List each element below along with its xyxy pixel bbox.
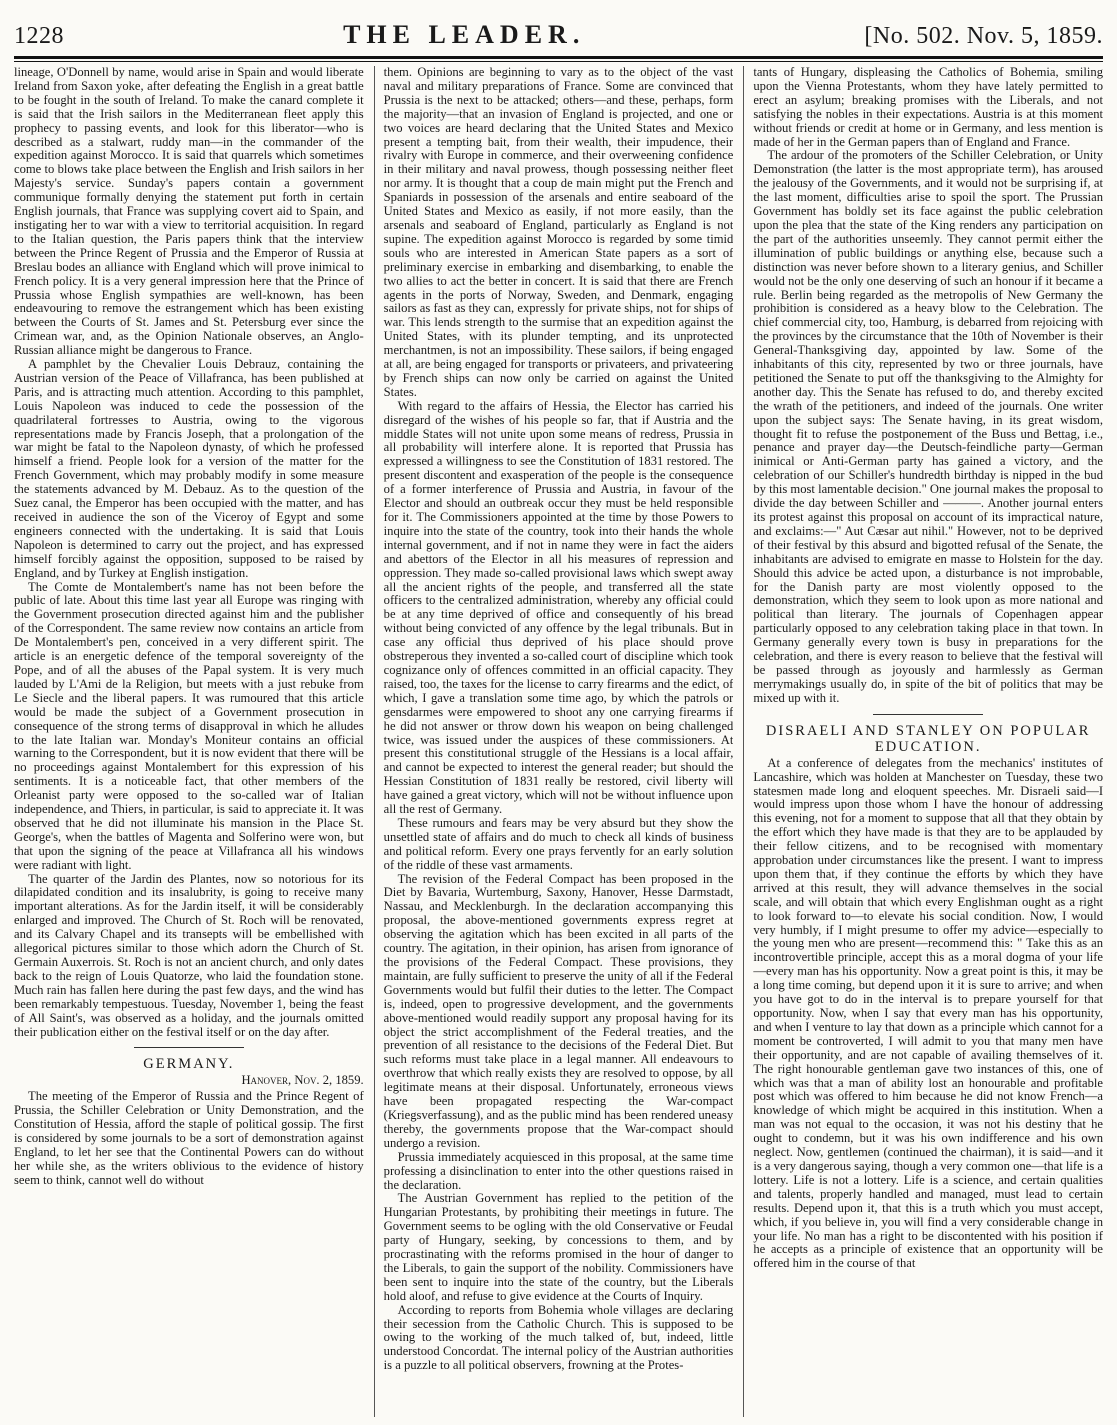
paragraph: The Comte de Montalembert's name has not been before the public of late. About this time last year all Europe was ringing with the Government prosecution directed against him and the publisher of the Correspondent. The same review now contains an article from De Montalembert's pen, conceived in a very different spirit. The article is an energetic defence of the temporal sovereignty of the Pope, and of all the abuses of the Papal system. It is very much lauded by L'Ami de la Religion, but meets with a just rebuke from Le Siecle and the liberal papers. It was rumoured that this article would be made the subject of a Government prosecution in consequence of the strong terms of disapproval in which he alludes to the late Italian war. Monday's Moniteur contains an official warning to the Correspondent, but it is now evident that there will be no proceedings against Montalembert for this expression of his sentiments. It is a noticeable fact, that other members of the Orleanist party were opposed to the so-called war of Italian independence, and Thiers, in particular, is said to appreciate it. It was observed that he did not illuminate his mansion in the Place St. George's, when the battles of Magenta and Solferino were won, but that upon the signing of the peace at Villafranca all his windows were radiant with light. <box>14 579 364 872</box>
paragraph: lineage, O'Donnell by name, would arise in Spain and would liberate Ireland from Saxon yoke, after defeating the English in a great battle to be fought in the south of Ireland. To make the canard complete it is said that the Irish sailors in the Mediterranean fleet apply this prophecy to passing events, and look for this liberator—who is described as a stalwart, ruddy man—in the commander of the expedition against Morocco. It is said that quarrels which sometimes come to blows take place between the English and Irish sailors in her Majesty's service. Sunday's papers contain a government communique formally denying the statement put forth in certain English journals, that France was supplying covert aid to Spain, and instigating her to war with a view to territorial acquisition. In regard to the Italian question, the Paris papers think that the interview between the Prince Regent of Prussia and the Emperor of Russia at Breslau bodes an alliance with England which will prove inimical to French policy. It is a very general impression here that the Prince of Prussia whose English sympathies are well-known, has been endeavouring to remove the estrangement which has been existing between the Courts of St. James and St. Petersburg ever since the Crimean war, and, as the Opinion Nationale observes, an Anglo-Russian alliance might be dangerous to France. <box>14 66 364 358</box>
paragraph: The Austrian Government has replied to the petition of the Hungarian Protestants, by prohibiting their meetings in future. The Government seems to be ogling with the old Conservative or Feudal party of Hungary, seeking, by concessions to them, and by procrastinating with the reforms promised in the hour of danger to the Liberals, to gain the support of the nobility. Commissioners have been sent to inquire into the state of the country, but the Liberals hold aloof, and refuse to give evidence at the Courts of Inquiry. <box>383 1191 734 1303</box>
newspaper-title: THE LEADER. <box>343 20 586 49</box>
paragraph: The revision of the Federal Compact has been proposed in the Diet by Bavaria, Wurtemburg, Saxony, Hanover, Hesse Darmstadt, Nassau, and Mecklenburgh. In the declaration accompanying this proposal, the above-mentioned governments express regret at observing the agitation which has been excited in all parts of the country. The agitation, in their opinion, has arisen from ignorance of the provisions of the Federal Compact. These provisions, they maintain, are fully sufficient to preserve the unity of all if the Federal Governments would but fulfil their duties to the letter. The Compact is, indeed, open to progressive development, and the governments above-mentioned would readily support any proposal having for its object the strict accomplishment of the Federal treaties, and the prevention of all resistance to the decisions of the Federal Diet. But such reforms must take place in a legal manner. All endeavours to overthrow that which really exists they are resolved to oppose, by all legitimate means at their disposal. Unfortunately, erroneous views have been propagated respecting the War-compact (Kriegsverfassung), and as the public mind has been rendered uneasy thereby, the governments propose that the War-compact should undergo a revision. <box>383 871 734 1150</box>
paragraph: These rumours and fears may be very absurd but they show the unsettled state of affairs and do much to check all kinds of business and political reform. Every one prays fervently for an early solution of the riddle of these vast armaments. <box>383 815 734 872</box>
column-1 <box>14 66 364 1417</box>
masthead-rule-thick <box>14 56 1103 59</box>
section-heading-germany: GERMANY. <box>143 1056 235 1073</box>
column-2 <box>374 66 734 1417</box>
masthead <box>14 14 1103 50</box>
issue-date <box>864 23 1103 50</box>
paragraph: The ardour of the promoters of the Schiller Celebration, or Unity Demonstration (the latter is the most appropriate term), has aroused the jealousy of the Governments, and it would not be surprising if, at the last moment, difficulties arise to spoil the sport. The Prussian Government has boldly set its face against the public celebration upon the plea that the state of the King renders any participation on the part of the authorities unseemly. They cannot permit either the illumination of public buildings or anything else, because such a distinction was never before shown to a literary genius, and Schiller would not be the only one deserving of such an honour if it became a rule. Berlin being regarded as the metropolis of New Germany the prohibition is considered as a heavy blow to the Celebration. The chief commercial city, too, Hamburg, is debarred from rejoicing with the provinces by the circumstance that the 10th of November is their General-Thanksgiving day, appointed by law. Some of the inhabitants of this city, represented by two or three journals, have petitioned the Senate to put off the thanksgiving to the Almighty for another day. This the Senate has refused to do, and thereby excited the wrath of the petitioners, and indeed of the journals. One writer upon the subject says: The Senate having, in its great wisdom, thought fit to refuse the postponement of the Buss und Bettag, i.e., penance and prayer day—the Deutsch-feindliche party—German inimical or Anti-German party has gained a victory, and the celebration of our Schiller's hundredth birthday is nipped in the bud by this most lamentable decision." One journal makes the proposal to divide the day between Schiller and ———. Another journal enters its protest against this proposal on account of its impractical nature, and exclaims:—" Aut Cæsar aut nihil." However, not to be deprived of their festival by this absurd and bigotted refusal of the Senate, the inhabitants are advised to emigrate en masse to Holstein for the day. Should this advice be acted upon, a disturbance is not improbable, for the Danish party are most violently opposed to the demonstration, which they seem to look upon as more national and political than literary. The journals of Copenhagen appear particularly opposed to any celebration taking place in that town. In Germany generally every town is busy in preparations for the celebration, and there is every reason to believe that the festival will be passed through as joyously and harmlessly as German merrymakings usually do, in spite of the bit of politics that may be mixed up with it. <box>753 148 1104 705</box>
masthead-rule-thin <box>14 61 1103 62</box>
paragraph: A pamphlet by the Chevalier Louis Debrauz, containing the Austrian version of the Peace of Villafranca, has been published at Paris, and is attracting much attention. According to this pamphlet, Louis Napoleon was induced to cede the possession of the quadrilateral fortresses to Austria, owing to the vigorous representations made by Francis Joseph, that a prolongation of the war might be fatal to the Napoleon dynasty, of which he professed himself a friend. People look for a version of the matter for the French Government, which may probably modify in some measure the statements advanced by M. Debauz. As to the question of the Suez canal, the Emperor has been occupied with the matter, and has received in audience the son of the Viceroy of Egypt and some engineers connected with the undertaking. It is said that Louis Napoleon is determined to carry out the project, and has expressed himself forcibly against the opposition, supposed to be raised by England, and by Turkey at English instigation. <box>14 357 364 580</box>
issue-number: [No. 502. <box>864 23 961 49</box>
section-divider <box>873 714 983 715</box>
paragraph: Prussia immediately acquiesced in this proposal, at the same time professing a disinclination to enter into the other questions raised in the declaration. <box>383 1149 734 1192</box>
paragraph: The quarter of the Jardin des Plantes, now so notorious for its dilapidated condition and its insalubrity, is going to receive many important alterations. As for the Jardin itself, it will be considerably enlarged and improved. The Church of St. Roch will be renovated, and its Calvary Chapel and its transepts will be embellished with allegorical pictures similar to those which adorn the Church of St. Germain Auxerrois. St. Roch is not an ancient church, and only dates back to the reign of Louis Quatorze, who laid the foundation stone. Much rain has fallen here during the past few days, and the wind has been remarkably tempestuous. Tuesday, November 1, being the feast of All Saint's, was observed as a holiday, and the journals omitted their publication either on the festival itself or on the day after. <box>14 871 364 1039</box>
paragraph: At a conference of delegates from the mechanics' institutes of Lancashire, which was holden at Manchester on Tuesday, these two statesmen made long and eloquent speeches. Mr. Disraeli said—I would impress upon those whom I have the honour of addressing this evening, not for a moment to suppose that all that they obtain by the effort which they have made is that they are to be applauded by their fellow citizens, and to be recognised with momentary approbation under circumstances like the present. I want to impress upon them that, if they continue the efforts by which they have arrived at this result, they will advance themselves in the social scale, and will obtain that which every Englishman ought as a right to look forward to—to elevate his social condition. Now, I would very humbly, if I might presume to offer my advice—especially to the young men who are present—recommend this: " Take this as an incontrovertible principle, accept this as a moral dogma of your life—every man has his opportunity. Now a great point is this, it may be a long time coming, but depend upon it it is sure to arrive; and when you have got to do in the interval is to prepare yourself for that opportunity. Now, when I say that every man has his opportunity, and when I venture to lay that down as a principle which cannot for a moment be controverted, I will admit to you that many men have their opportunity, and are not capable of availing themselves of it. The right honourable gentleman gave two instances of this, one of which was that a man of ability lost an honourable and profitable post which was offered to him because he did not know French—a knowledge of which might be acquired in this institution. When a man was not equal to the occasion, it was not his destiny that he ought to condemn, but it was his own indifference and his own neglect. Now, gentlemen (continued the chairman), it is said—and it is a very dangerous saying, though a very common one—that life is a lottery. Life is not a lottery. Life is a science, and certain qualities and talents, properly handled and managed, must lead to certain results. Depend upon it, that this is a truth which you must accept, which, if you believe in, you will find a very considerable change in your life. No man has a right to be discontented with his position if he accepts as a principle of existence that an opportunity will be offered him in the course of that <box>753 755 1104 1271</box>
paragraph: The meeting of the Emperor of Russia and the Prince Regent of Prussia, the Schiller Celebration or Unity Demonstration, and the Constitution of Hessia, afford the staple of political gossip. The first is considered by some journals to be a sort of demonstration against England, to let her see that the Continental Powers can do without her while she, as the writers oblivious to the evidence of history seem to think, cannot well do without <box>14 1089 364 1187</box>
section-divider <box>134 1047 244 1048</box>
article-columns <box>14 66 1103 1417</box>
dateline: Hanover, Nov. 2, 1859. <box>241 1073 364 1088</box>
column-3 <box>743 66 1103 1417</box>
issue-date-text: Nov. 5, 1859. <box>966 23 1103 49</box>
section-heading-disraeli: DISRAELI AND STANLEY ON POPULAR EDUCATION. <box>765 722 1091 755</box>
paragraph: With regard to the affairs of Hessia, the Elector has carried his disregard of the wishes of his people so far, that if Austria and the middle States will not unite upon some means of redress, Prussia in all probability will interfere alone. It is reported that Prussia has expressed a willingness to see the Constitution of 1831 restored. The present discontent and exasperation of the people is the consequence of a former interference of Prussia and Austria, in favour of the Elector and should an outbreak occur they must be held responsible for it. The Commissioners appointed at the time by those Powers to inquire into the state of the country, took into their hands the whole internal government, and if not in name they were in fact the aiders and abettors of the Elector in all his measures of repression and oppression. They made so-called provisional laws which swept away all the ancient rights of the people, and transferred all the state officers to the centralized administration, whereby any official could be at any time deprived of office and consequently of his bread without being convicted of any offence by the legal tribunals. But in case any official thus deprived of his place should prove obstreperous they invented a so-called court of discipline which took cognizance only of offences committed in an official capacity. They raised, too, the taxes for the license to carry firearms and the edict, of which, I gave a translation some time ago, by which the patrols or gensdarmes were empowered to shoot any one carrying firearms if he did not answer or throw down his weapon on being challenged twice, was issued under the auspices of these commissioners. At present this constitutional struggle of the Hessians is a local affair, and cannot be expected to interest the general reader; but should the Hessian Constitution of 1831 really be restored, civil liberty will have gained a great victory, which will not be without influence upon all the rest of Germany. <box>383 398 734 817</box>
paragraph: tants of Hungary, displeasing the Catholics of Bohemia, smiling upon the Vienna Protestants, whom they have lately permitted to erect an asylum; breaking promises with the Liberals, and not satisfying the nobles in their expectations. Austria is at this moment without friends or credit at home or in Germany, and less mention is made of her in the German papers than of England and France. <box>753 66 1104 149</box>
paragraph: According to reports from Bohemia whole villages are declaring their secession from the Catholic Church. This is supposed to be owing to the working of the much talked of, but, indeed, little understood Concordat. The internal policy of the Austrian authorities is a puzzle to all political observers, frowning at the Protes- <box>383 1302 734 1373</box>
page-number: 1228 <box>14 23 64 49</box>
paragraph: them. Opinions are beginning to vary as to the object of the vast naval and military preparations of France. Some are convinced that Prussia is the next to be attacked; others—and these, perhaps, form the majority—that an invasion of England is projected, and one or two voices are heard declaring that the United States and Mexico present a tempting bait, from their wealth, their impudence, their rivalry with Europe in commerce, and their overweening confidence in their military and naval prowess, though possessing neither fleet nor army. It is thought that a coup de main might put the French and Spaniards in possession of the arsenals and entire seaboard of the United States and Mexico as easily, if not more easily, than the arsenals and seaboard of England, particularly as England is not supine. The expedition against Morocco is regarded by some timid souls who are interested in American State papers as a sort of preliminary exercise in embarking and disembarking, to enable the two allies to act the better in concert. It is said that there are French agents in the ports of Norway, Sweden, and Denmark, engaging sailors as fast as they can, expressly for private ships, not for ships of war. This lends strength to the surmise that an expedition against the United States, with its plunder tempting, and its unprotected merchantmen, is not an impossibility. These sailors, if being engaged at all, are being engaged for transports or privateers, and privateering by French ships can now only be carried on against the United States. <box>383 66 734 399</box>
